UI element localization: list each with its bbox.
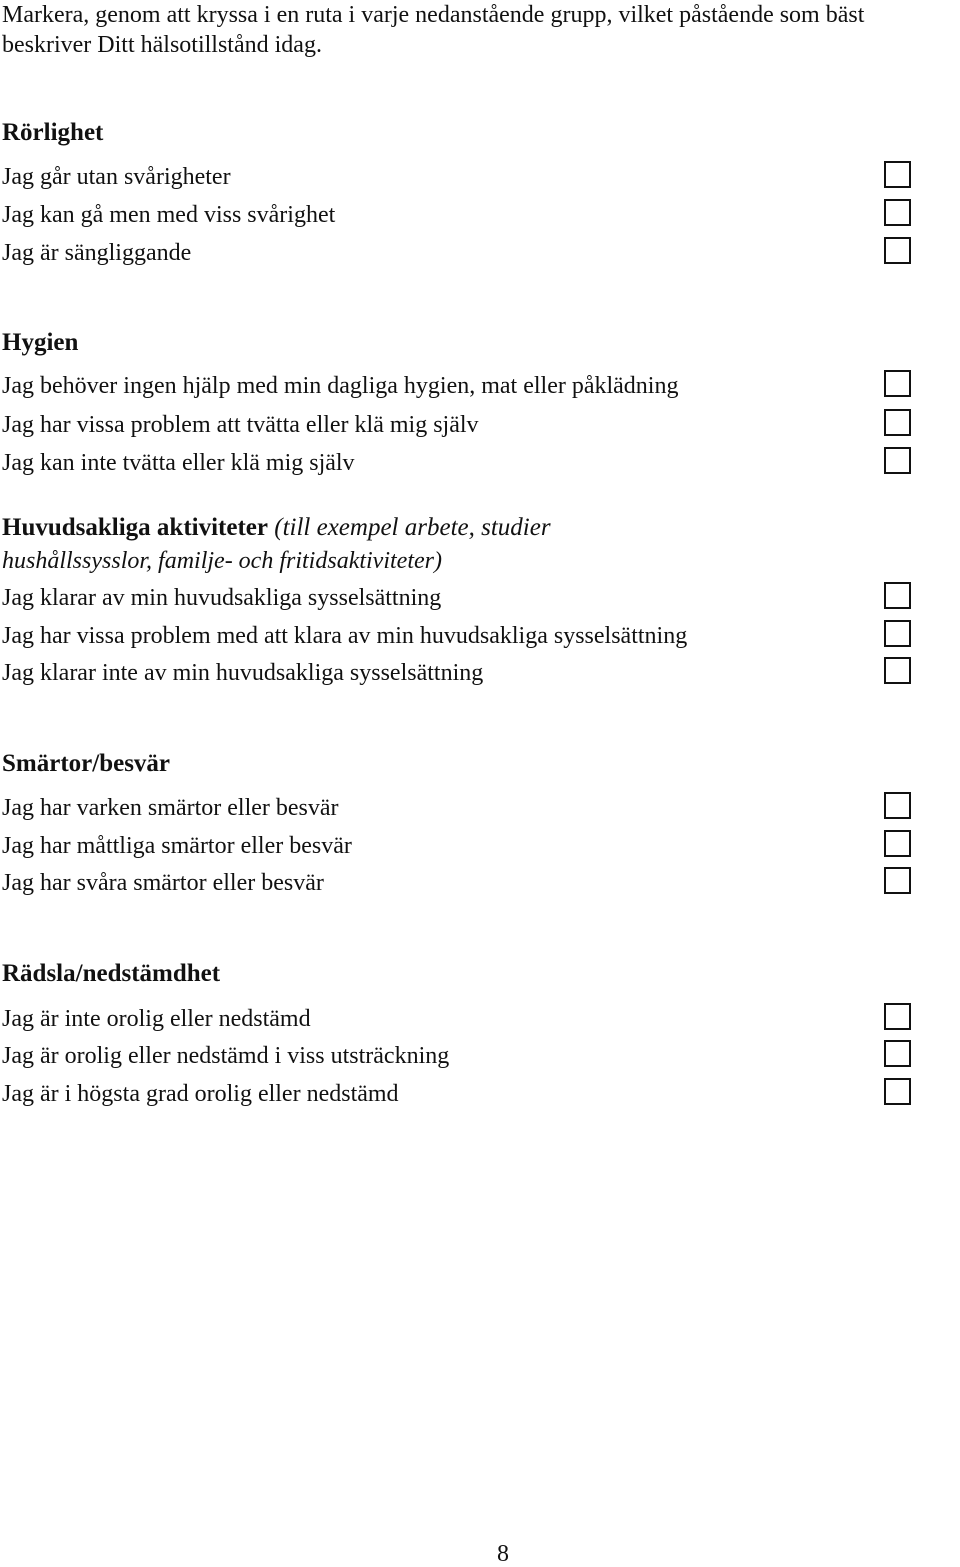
option-label: Jag är sängliggande bbox=[2, 240, 192, 266]
intro-line-2: beskriver Ditt hälsotillstånd idag. bbox=[2, 32, 322, 58]
intro-line-1: Markera, genom att kryssa i en ruta i varje nedanstående grupp, vilket påstående som bäst bbox=[2, 2, 865, 28]
checkbox-smartor-1[interactable] bbox=[884, 792, 911, 819]
checkbox-radsla-2[interactable] bbox=[884, 1040, 911, 1067]
checkbox-aktiviteter-3[interactable] bbox=[884, 657, 911, 684]
checkbox-aktiviteter-1[interactable] bbox=[884, 582, 911, 609]
group-title-radsla: Rädsla/nedstämdhet bbox=[2, 960, 221, 987]
group-subtitle: (till exempel arbete, studier bbox=[268, 514, 551, 541]
checkbox-radsla-1[interactable] bbox=[884, 1003, 911, 1030]
group-subtitle-line-2: hushållssysslor, familje- och fritidsaktiviteter) bbox=[2, 548, 442, 574]
checkbox-aktiviteter-2[interactable] bbox=[884, 620, 911, 647]
checkbox-rorlighet-2[interactable] bbox=[884, 199, 911, 226]
option-label: Jag är orolig eller nedstämd i viss utsträckning bbox=[2, 1043, 450, 1069]
checkbox-radsla-3[interactable] bbox=[884, 1078, 911, 1105]
option-label: Jag kan gå men med viss svårighet bbox=[2, 202, 336, 228]
option-label: Jag har vissa problem med att klara av min huvudsakliga sysselsättning bbox=[2, 623, 688, 649]
group-title-hygien: Hygien bbox=[2, 329, 79, 356]
group-title-text: Huvudsakliga aktiviteter bbox=[2, 514, 268, 541]
group-title-aktiviteter bbox=[2, 514, 551, 542]
group-title-rorlighet: Rörlighet bbox=[2, 119, 104, 146]
checkbox-smartor-2[interactable] bbox=[884, 830, 911, 857]
option-label: Jag har svåra smärtor eller besvär bbox=[2, 870, 324, 896]
page-number: 8 bbox=[497, 1541, 509, 1567]
option-label: Jag går utan svårigheter bbox=[2, 164, 231, 190]
option-label: Jag har vissa problem att tvätta eller klä mig själv bbox=[2, 412, 479, 438]
option-label: Jag är i högsta grad orolig eller nedstämd bbox=[2, 1081, 399, 1107]
checkbox-smartor-3[interactable] bbox=[884, 867, 911, 894]
option-label: Jag har varken smärtor eller besvär bbox=[2, 795, 339, 821]
checkbox-hygien-3[interactable] bbox=[884, 447, 911, 474]
group-title-smartor: Smärtor/besvär bbox=[2, 750, 171, 777]
option-label: Jag är inte orolig eller nedstämd bbox=[2, 1006, 311, 1032]
checkbox-hygien-2[interactable] bbox=[884, 409, 911, 436]
checkbox-rorlighet-3[interactable] bbox=[884, 237, 911, 264]
option-label: Jag har måttliga smärtor eller besvär bbox=[2, 833, 352, 859]
option-label: Jag klarar av min huvudsakliga sysselsättning bbox=[2, 585, 442, 611]
option-label: Jag klarar inte av min huvudsakliga sysselsättning bbox=[2, 660, 484, 686]
option-label: Jag behöver ingen hjälp med min dagliga hygien, mat eller påklädning bbox=[2, 373, 679, 399]
checkbox-hygien-1[interactable] bbox=[884, 370, 911, 397]
option-label: Jag kan inte tvätta eller klä mig själv bbox=[2, 450, 355, 476]
checkbox-rorlighet-1[interactable] bbox=[884, 161, 911, 188]
